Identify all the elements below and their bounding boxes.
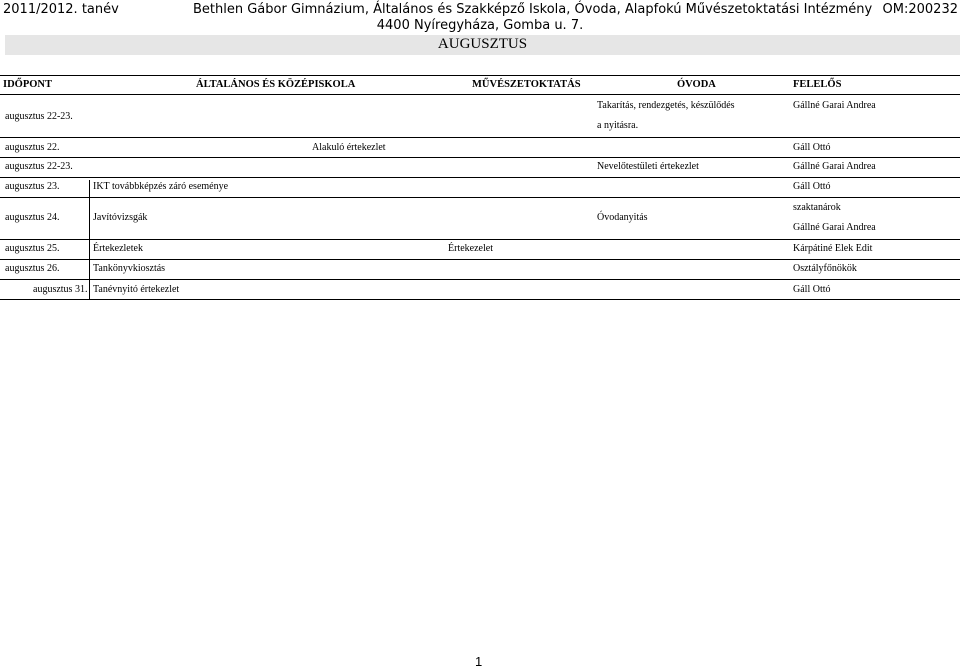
column-header-row (0, 75, 960, 95)
table-row (0, 262, 960, 278)
row-responsible: Gáll Ottó (793, 142, 831, 153)
row-art: Értekezelet (448, 243, 493, 254)
row-divider (0, 177, 960, 178)
col-art: MŰVÉSZETOKTATÁS (472, 79, 581, 90)
table-row (0, 98, 960, 134)
row-divider (0, 279, 960, 280)
row-general: IKT továbbképzés záró eseménye (93, 181, 229, 192)
row-date: augusztus 24. (5, 212, 60, 223)
col-date: IDŐPONT (3, 79, 53, 90)
row-date: augusztus 22-23. (5, 161, 73, 172)
row-kindergarten-2: a nyitásra. (597, 120, 639, 131)
row-responsible: Gállné Garai Andrea (793, 100, 876, 111)
row-date: augusztus 23. (5, 181, 60, 192)
institution-name: Bethlen Gábor Gimnázium, Általános és Szakképző Iskola, Óvoda, Alapfokú Művészetoktatási Intézmény (193, 2, 873, 17)
table-row (0, 160, 960, 176)
row-general: Értekezletek (93, 243, 143, 254)
month-banner (5, 35, 960, 55)
table-row (0, 141, 960, 157)
page-header (0, 0, 960, 20)
row-divider (0, 157, 960, 158)
om-code: OM:200232 (882, 2, 958, 17)
address: 4400 Nyíregyháza, Gomba u. 7. (376, 18, 584, 33)
row-divider (0, 137, 960, 138)
col-kindergarten: ÓVODA (677, 79, 716, 90)
date-column-divider (89, 180, 90, 300)
month-title: AUGUSZTUS (437, 36, 528, 52)
row-responsible: Gáll Ottó (793, 181, 831, 192)
row-general: Javítóvizsgák (93, 212, 148, 223)
row-responsible: Kárpátiné Elek Edit (793, 243, 873, 254)
school-year: 2011/2012. tanév (3, 2, 119, 17)
row-date: augusztus 22. (5, 142, 60, 153)
row-date: augusztus 25. (5, 243, 60, 254)
row-divider (0, 299, 960, 300)
row-responsible-2: Gállné Garai Andrea (793, 222, 876, 233)
row-divider (0, 239, 960, 240)
table-row (0, 242, 960, 258)
row-general: Tankönyvkiosztás (93, 263, 166, 274)
row-responsible: Gáll Ottó (793, 284, 831, 295)
col-general: ÁLTALÁNOS ÉS KÖZÉPISKOLA (196, 79, 356, 90)
table-row (0, 200, 960, 236)
row-date: augusztus 22-23. (5, 111, 73, 122)
row-responsible: szaktanárok (793, 202, 841, 213)
page-number: 1 (475, 654, 483, 669)
row-date: augusztus 31. (33, 284, 88, 295)
row-kindergarten: Takarítás, rendezgetés, készülődés (597, 100, 735, 111)
row-kindergarten: Nevelőtestületi értekezlet (597, 161, 699, 172)
row-responsible: Osztályfőnökök (793, 263, 857, 274)
row-general: Alakuló értekezlet (312, 142, 386, 153)
row-general: Tanévnyitó értekezlet (93, 284, 180, 295)
table-row (0, 283, 960, 299)
table-row (0, 180, 960, 196)
row-divider (0, 197, 960, 198)
row-date: augusztus 26. (5, 263, 60, 274)
row-kindergarten: Óvodanyitás (597, 212, 648, 223)
row-divider (0, 259, 960, 260)
row-responsible: Gállné Garai Andrea (793, 161, 876, 172)
col-responsible: FELELŐS (793, 79, 842, 90)
